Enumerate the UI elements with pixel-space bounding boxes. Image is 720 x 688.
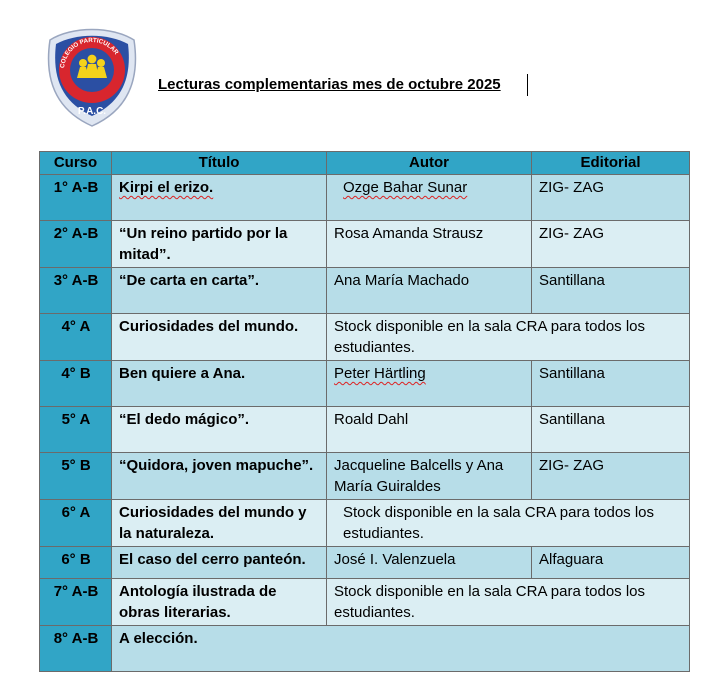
table-row bbox=[40, 500, 690, 547]
table-row bbox=[40, 626, 690, 672]
cell-editorial: Santillana bbox=[532, 361, 690, 407]
cell-titulo: Antología ilustrada de obras literarias. bbox=[112, 579, 327, 626]
cell-titulo: El caso del cerro panteón. bbox=[112, 547, 327, 579]
text-cursor bbox=[527, 74, 528, 96]
cell-autor: Roald Dahl bbox=[327, 407, 532, 453]
cell-autor: Peter Härtling bbox=[327, 361, 532, 407]
cell-curso: 5° A bbox=[40, 407, 112, 453]
cell-curso: 4° B bbox=[40, 361, 112, 407]
cell-titulo: “El dedo mágico”. bbox=[112, 407, 327, 453]
cell-curso: 6° A bbox=[40, 500, 112, 547]
cell-curso: 4° A bbox=[40, 314, 112, 361]
cell-curso: 8° A-B bbox=[40, 626, 112, 672]
column-header-titulo: Título bbox=[112, 152, 327, 175]
table-row bbox=[40, 547, 690, 579]
column-header-curso: Curso bbox=[40, 152, 112, 175]
cell-titulo: Kirpi el erizo. bbox=[112, 175, 327, 221]
cell-editorial: ZIG- ZAG bbox=[532, 221, 690, 268]
table-row bbox=[40, 175, 690, 221]
cell-autor-merged: Stock disponible en la sala CRA para todos los estudiantes. bbox=[327, 500, 690, 547]
column-header-editorial: Editorial bbox=[532, 152, 690, 175]
cell-curso: 3° A-B bbox=[40, 268, 112, 314]
cell-curso: 5° B bbox=[40, 453, 112, 500]
cell-titulo-merged: A elección. bbox=[112, 626, 690, 672]
table-row bbox=[40, 314, 690, 361]
logo-initials: P.A.C. bbox=[77, 106, 107, 117]
table-row bbox=[40, 361, 690, 407]
school-logo bbox=[42, 24, 142, 128]
cell-autor: Jacqueline Balcells y Ana María Guiraldes bbox=[327, 453, 532, 500]
cell-titulo: “Quidora, joven mapuche”. bbox=[112, 453, 327, 500]
cell-editorial: Santillana bbox=[532, 407, 690, 453]
cell-curso: 1° A-B bbox=[40, 175, 112, 221]
cell-titulo: “De carta en carta”. bbox=[112, 268, 327, 314]
cell-autor: Rosa Amanda Strausz bbox=[327, 221, 532, 268]
svg-text:COLEGIO PARTICULAR: COLEGIO PARTICULAR bbox=[59, 36, 120, 69]
cell-curso: 7° A-B bbox=[40, 579, 112, 626]
table-row bbox=[40, 407, 690, 453]
column-header-autor: Autor bbox=[327, 152, 532, 175]
cell-autor-merged: Stock disponible en la sala CRA para todos los estudiantes. bbox=[327, 579, 690, 626]
cell-titulo: Curiosidades del mundo. bbox=[112, 314, 327, 361]
table-row bbox=[40, 268, 690, 314]
cell-curso: 6° B bbox=[40, 547, 112, 579]
page-title: Lecturas complementarias mes de octubre 2025 bbox=[158, 76, 501, 93]
cell-curso: 2° A-B bbox=[40, 221, 112, 268]
cell-autor: Ana María Machado bbox=[327, 268, 532, 314]
cell-autor: José I. Valenzuela bbox=[327, 547, 532, 579]
cell-autor: Ozge Bahar Sunar bbox=[327, 175, 532, 221]
cell-titulo: Curiosidades del mundo y la naturaleza. bbox=[112, 500, 327, 547]
cell-editorial: ZIG- ZAG bbox=[532, 175, 690, 221]
cell-titulo: “Un reino partido por la mitad”. bbox=[112, 221, 327, 268]
table-row bbox=[40, 453, 690, 500]
cell-editorial: Alfaguara bbox=[532, 547, 690, 579]
table-row bbox=[40, 221, 690, 268]
cell-editorial: Santillana bbox=[532, 268, 690, 314]
cell-editorial: ZIG- ZAG bbox=[532, 453, 690, 500]
cell-autor-merged: Stock disponible en la sala CRA para todos los estudiantes. bbox=[327, 314, 690, 361]
table-row bbox=[40, 579, 690, 626]
table-header-row bbox=[40, 152, 690, 175]
readings-table bbox=[39, 151, 690, 672]
cell-titulo: Ben quiere a Ana. bbox=[112, 361, 327, 407]
